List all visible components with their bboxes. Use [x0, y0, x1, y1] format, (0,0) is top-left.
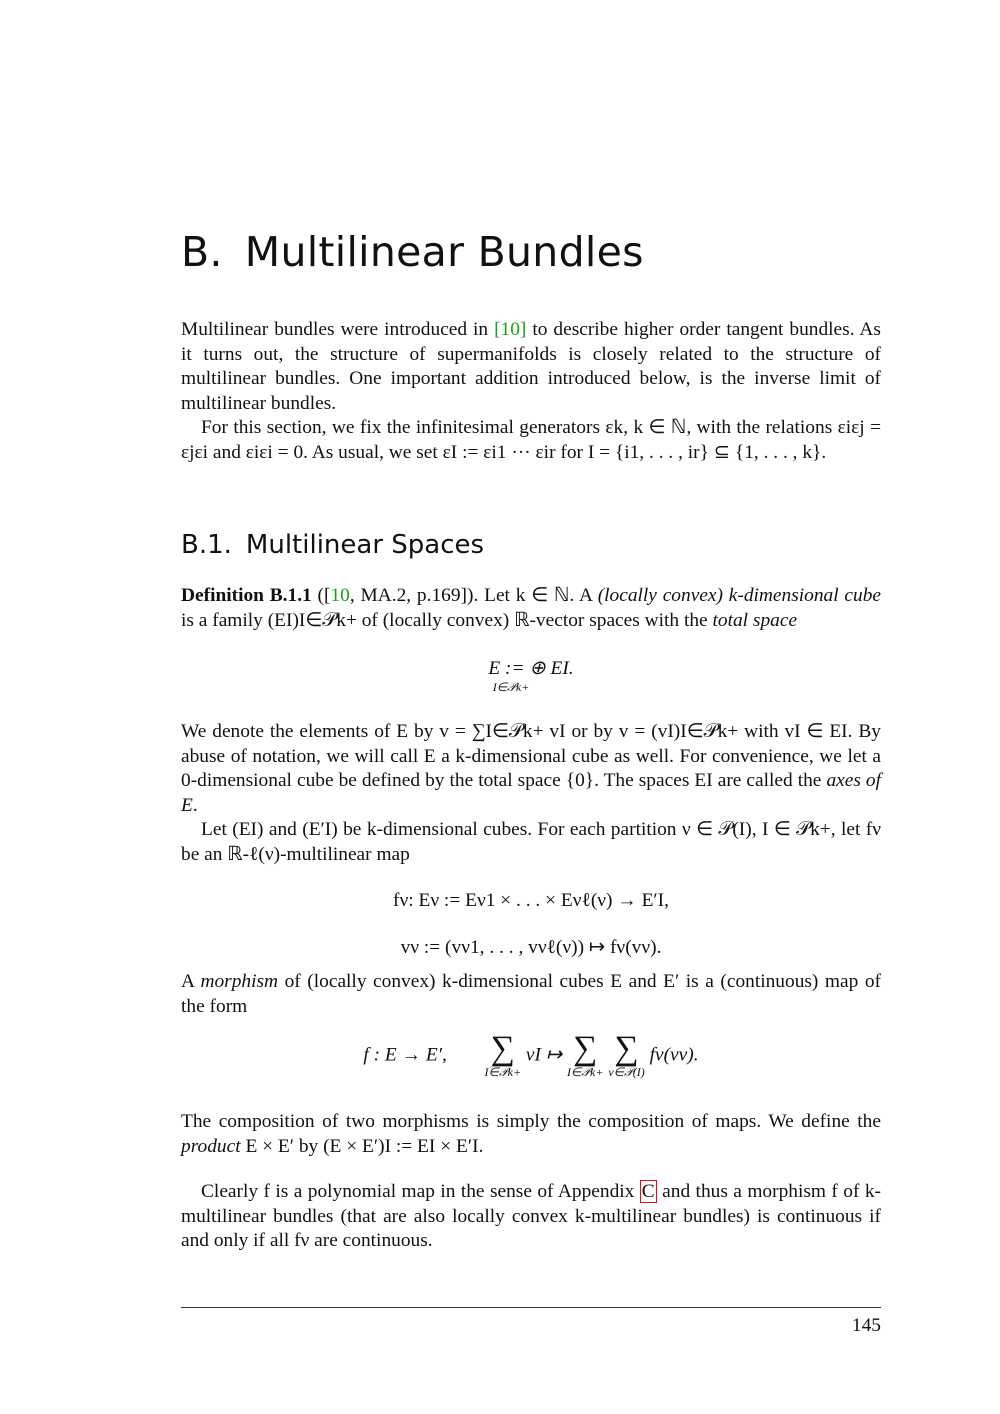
- equation-assignment: vν := (vν1, . . . , vνℓ(ν)) ↦ fν(vν).: [400, 937, 662, 958]
- body-block-1: [181, 720, 881, 867]
- paragraph-text: The composition of two morphisms is simply the composition of maps. We define the: [181, 1111, 881, 1132]
- sum-operator-1: ∑ I∈𝒫k+: [484, 1030, 522, 1079]
- intro-block: [181, 318, 881, 465]
- term-product: product: [181, 1135, 241, 1157]
- definition-block: [181, 584, 881, 633]
- paragraph-text-cont: of (locally convex) k-dimensional cubes E and E′ is a (continuous) map of the form: [181, 971, 882, 1017]
- section-number: B.1.: [181, 530, 232, 560]
- definition-citation-link[interactable]: 10: [330, 585, 350, 606]
- chapter-number: B.: [181, 228, 223, 276]
- sum-limit-1: I∈𝒫k+: [484, 1065, 522, 1079]
- body-block-3: [181, 1110, 881, 1159]
- paragraph-text-cont: E × E′ by (E × E′)I := EI × E′I.: [240, 1135, 484, 1157]
- intro-text-cont: to describe higher order tangent bundles. As it turns out, the structure of supermanifolds is closely related to the structure of multilinear bundles. One important addition introduced below, is the inverse limit of multilinear bundles.: [181, 319, 881, 414]
- definition-paragraph: [181, 584, 881, 633]
- equation-part-c: fν(vν).: [649, 1044, 699, 1066]
- sum-operator-2: ∑ I∈𝒫k+: [566, 1030, 604, 1079]
- citation-link[interactable]: [10]: [494, 319, 527, 340]
- page-number: 145: [851, 1315, 881, 1336]
- definition-label: Definition B.1.1: [181, 585, 312, 606]
- equation-part-b: vI ↦: [525, 1044, 563, 1066]
- definition-cite-open: ([: [311, 585, 331, 606]
- definition-cite-rest: , MA.2, p.169]).: [349, 585, 479, 606]
- term-axes: axes of E: [181, 770, 881, 816]
- section-heading: [181, 530, 484, 560]
- definition-text-cont: is a family (EI)I∈𝒫k+ of (locally convex) ℝ-vector spaces with the: [181, 609, 713, 631]
- equation-part-a: f : E → E′,: [363, 1044, 447, 1066]
- paragraph-elements: [181, 720, 881, 818]
- sum-operator-3: ∑ ν∈𝒫(I): [608, 1030, 645, 1079]
- sum-limit-2: I∈𝒫k+: [566, 1065, 604, 1079]
- paragraph-product: [181, 1110, 881, 1159]
- term-morphism: morphism: [200, 971, 279, 992]
- body-block-2: [181, 970, 881, 1019]
- equation-total-space: [181, 656, 881, 695]
- appendix-reference-link[interactable]: C: [641, 1181, 655, 1202]
- definition-term-cube: (locally convex) k-dimensional cube: [597, 585, 881, 606]
- paragraph-partition: Let (EI) and (E′I) be k-dimensional cubes. For each partition ν ∈ 𝒫(I), I ∈ 𝒫k+, let fν be an ℝ-ℓ(ν)-multilinear map: [181, 819, 881, 865]
- paragraph-text: Clearly f is a polynomial map in the sense of Appendix: [201, 1181, 640, 1202]
- section-title: Multilinear Spaces: [245, 530, 485, 560]
- paragraph-text-cont: and thus a morphism f of k-multilinear bundles (that are also locally convex k-multilinear bundles) is continuous if and only if all fν are continuous.: [181, 1181, 882, 1251]
- definition-text: Let k ∈ ℕ. A: [478, 585, 598, 606]
- definition-term-total-space: total space: [712, 609, 798, 631]
- paragraph-morphism: [181, 970, 881, 1019]
- intro-text: Multilinear bundles were introduced in: [181, 319, 495, 340]
- body-block-4: [181, 1180, 881, 1254]
- equation-multilinear-map: fν: Eν := Eν1 × . . . × Eνℓ(ν) → E′I,: [393, 890, 669, 911]
- intro-paragraph-1: [181, 318, 881, 416]
- intro-paragraph-2: For this section, we fix the infinitesimal generators εk, k ∈ ℕ, with the relations εiεj = εjεi and εiεi = 0. As usual, we set εI := εi1 ··· εir for I = {i1, . . . , ir} ⊆ {1, . . . , k}.: [181, 417, 881, 463]
- equation-morphism: [181, 1030, 881, 1079]
- paragraph-text: We denote the elements of E by v = ∑I∈𝒫k+ vI or by v = (vI)I∈𝒫k+ with vI ∈ EI. By abuse of notation, we will call E a k-dimensional cube as well. For convenience, we let a 0-dimensional cube be defined by the total space {0}. The spaces EI are called the: [181, 721, 881, 791]
- equation-text: E := ⊕ EI.: [488, 658, 574, 679]
- footer-rule: [181, 1307, 881, 1308]
- paragraph-text: A: [181, 971, 201, 992]
- chapter-heading: [181, 228, 644, 276]
- sum-limit-3: ν∈𝒫(I): [608, 1065, 645, 1079]
- equation-limit: I∈𝒫k+: [492, 680, 530, 694]
- chapter-title: Multilinear Bundles: [244, 228, 644, 276]
- paragraph-end: .: [192, 794, 198, 816]
- paragraph-polynomial: [181, 1180, 881, 1254]
